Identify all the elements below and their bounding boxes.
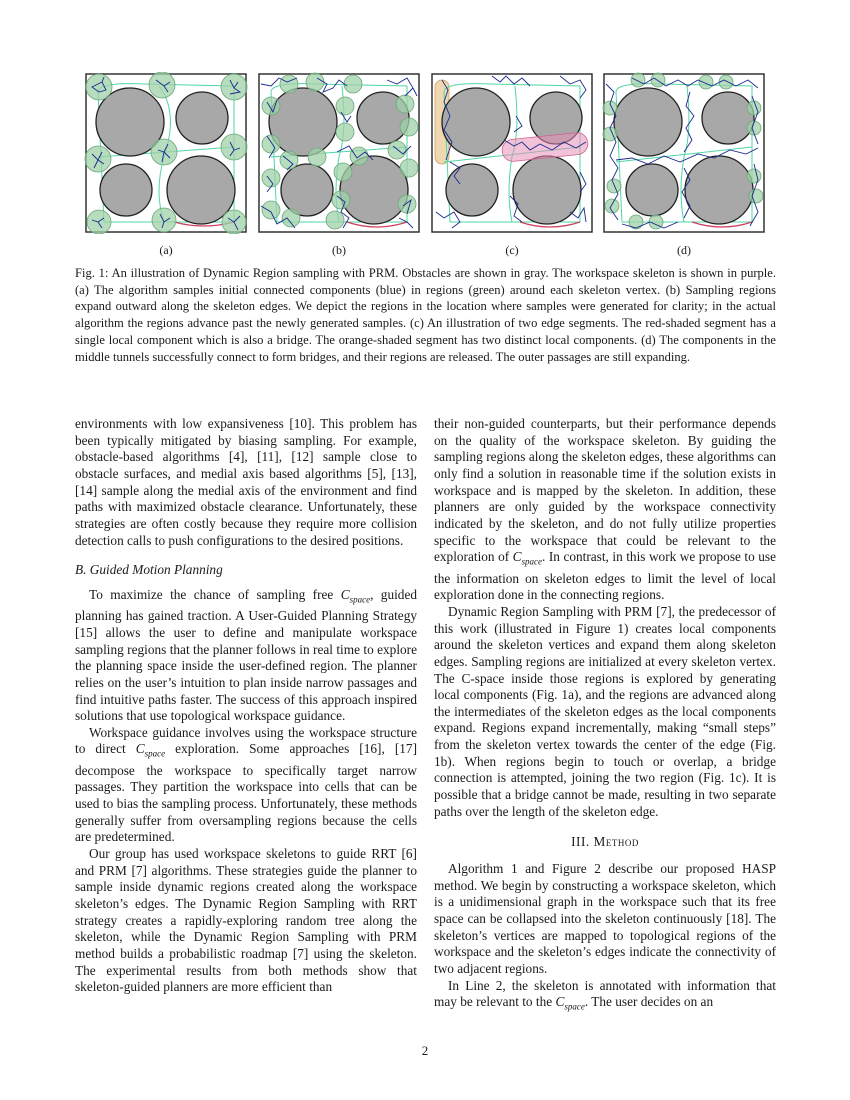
figure-panel-d: [602, 72, 766, 262]
paragraph: To maximize the chance of sampling free $C_{space}$, guided planning has gained traction. A User-Guided Planning Strategy [15] allows the user to define and manipulate workspace sampling regions that the planner follows in real time to explore the planning space inside the user-defined region. The planner relies on the user’s intuition to plan inside narrow passages and find intuitive paths faster. The success of this approach inspired solutions that use topological workspace guidance.: [75, 586, 417, 724]
paragraph: Our group has used workspace skeletons to guide RRT [6] and PRM [7] algorithms. These strategies guide the planner to sample inside dynamic regions created along the workspace skeleton’s edges. The Dynamic Region Sampling with RRT strategy creates a rapidly-exploring random tree along the skeleton, while the Dynamic Region Sampling with PRM method builds a probabilistic roadmap [7] using the skeleton. The experimental results from both methods show that skeleton-guided planners are more efficient than: [75, 846, 417, 995]
panel-c-illustration: [430, 72, 594, 234]
paragraph: In Line 2, the skeleton is annotated with information that may be relevant to the $C_{space}$. The user decides on an: [434, 977, 776, 1012]
math-cspace: $C_{space}$: [340, 586, 371, 605]
math-cspace: $C_{space}$: [135, 741, 166, 760]
left-column: [75, 416, 417, 996]
paragraph: their non-guided counterparts, but their performance depends on the quality of the workspace skeleton. By guiding the sampling regions along the skeleton edges, these algorithms can only find a solution in reasonable time if the solution exists in workspace and is mapped by the skeleton. In addition, these planners are only guided by the workspace connectivity indicated by the skeleton, and do not fully utilize properties specific to the workspace that could be relevant to the exploration of $C_{space}$. In contrast, in this work we propose to use the information on skeleton edges to limit the level of local exploration done in the connecting regions.: [434, 416, 776, 603]
panel-label-b: (b): [332, 243, 346, 257]
page-number: 2: [421, 1043, 429, 1058]
figure-caption: Fig. 1: An illustration of Dynamic Region sampling with PRM. Obstacles are shown in gray. The workspace skeleton is shown in purple. (a) The algorithm samples initial connected components (blue) in regions (green) around each skeleton vertex. (b) Sampling regions expand outward along the skeleton edges. We depict the regions in the location where samples were generated for clarity; in the actual algorithm the regions advance past the newly generated samples. (c) An illustration of two edge segments. The red-shaded segment has a single local component which is also a bridge. The orange-shaded segment has two distinct local components. (d) The components in the middle tunnels successfully connect to form bridges, and their regions are released. The outer passages are still expanding.: [75, 266, 776, 364]
subsection-heading: B. Guided Motion Planning: [75, 562, 223, 578]
panel-label-a: (a): [159, 243, 173, 257]
panel-d-illustration: [602, 72, 766, 234]
right-column: [434, 416, 776, 1016]
paragraph: environments with low expansiveness [10]. This problem has been typically mitigated by biasing sampling. For example, obstacle-based algorithms [4], [11], [12] sample close to obstacle surfaces, and medial axis based algorithms [5], [13], [14] sample along the medial axis of the environment and find paths with maximized obstacle clearance. Unfortunately, these strategies are often costly because they require more collision detection calls to push configurations to the desired positions.: [75, 416, 417, 548]
panel-a-illustration: [84, 72, 248, 234]
panel-label-c: (c): [505, 243, 519, 257]
section-heading: III. Method: [571, 834, 639, 850]
paragraph: Algorithm 1 and Figure 2 describe our proposed HASP method. We begin by constructing a workspace skeleton, which is a unidimensional graph in the workspace such that its free space can be collapsed into the skeleton continuously [18]. The skeleton’s vertices are mapped to topological regions of the workspace and the skeleton’s edges indicate the connectivity of two adjacent regions.: [434, 861, 776, 976]
panel-label-d: (d): [677, 243, 691, 257]
panel-b-illustration: [257, 72, 421, 234]
figure-panel-a: [84, 72, 248, 262]
paragraph: Dynamic Region Sampling with PRM [7], the predecessor of this work (illustrated in Figure 1) creates local components around the skeleton vertices and expand them along skeleton edges. Sampling regions are initialized at every skeleton vertex. The C-space inside those regions is explored by generating local components (Fig. 1a), and the regions are advanced along the intermediates of the skeleton edges as the local components expand. Regions expand incrementally, making “small steps” from the skeleton vertex towards the center of the edge (Fig. 1b). When regions begin to touch or overlap, a bridge connection is attempted, joining the two region (Fig. 1c). It is possible that a bridge cannot be made, resulting in two separate paths over the length of the skeleton edge.: [434, 603, 776, 819]
math-cspace: $C_{space}$: [555, 994, 585, 1012]
figure-panel-c: [430, 72, 594, 262]
figure-1: [84, 72, 766, 262]
math-cspace: $C_{space}$: [512, 549, 543, 567]
paragraph: Workspace guidance involves using the workspace structure to direct $C_{space}$ exploration. Some approaches [16], [17] decompose the workspace to specifically target narrow passages. They partition the workspace into cells that can be used to bias the sampling process. Unfortunately, these methods generally suffer from oversampling regions because the cells are predetermined.: [75, 724, 417, 845]
figure-panel-b: [257, 72, 421, 262]
